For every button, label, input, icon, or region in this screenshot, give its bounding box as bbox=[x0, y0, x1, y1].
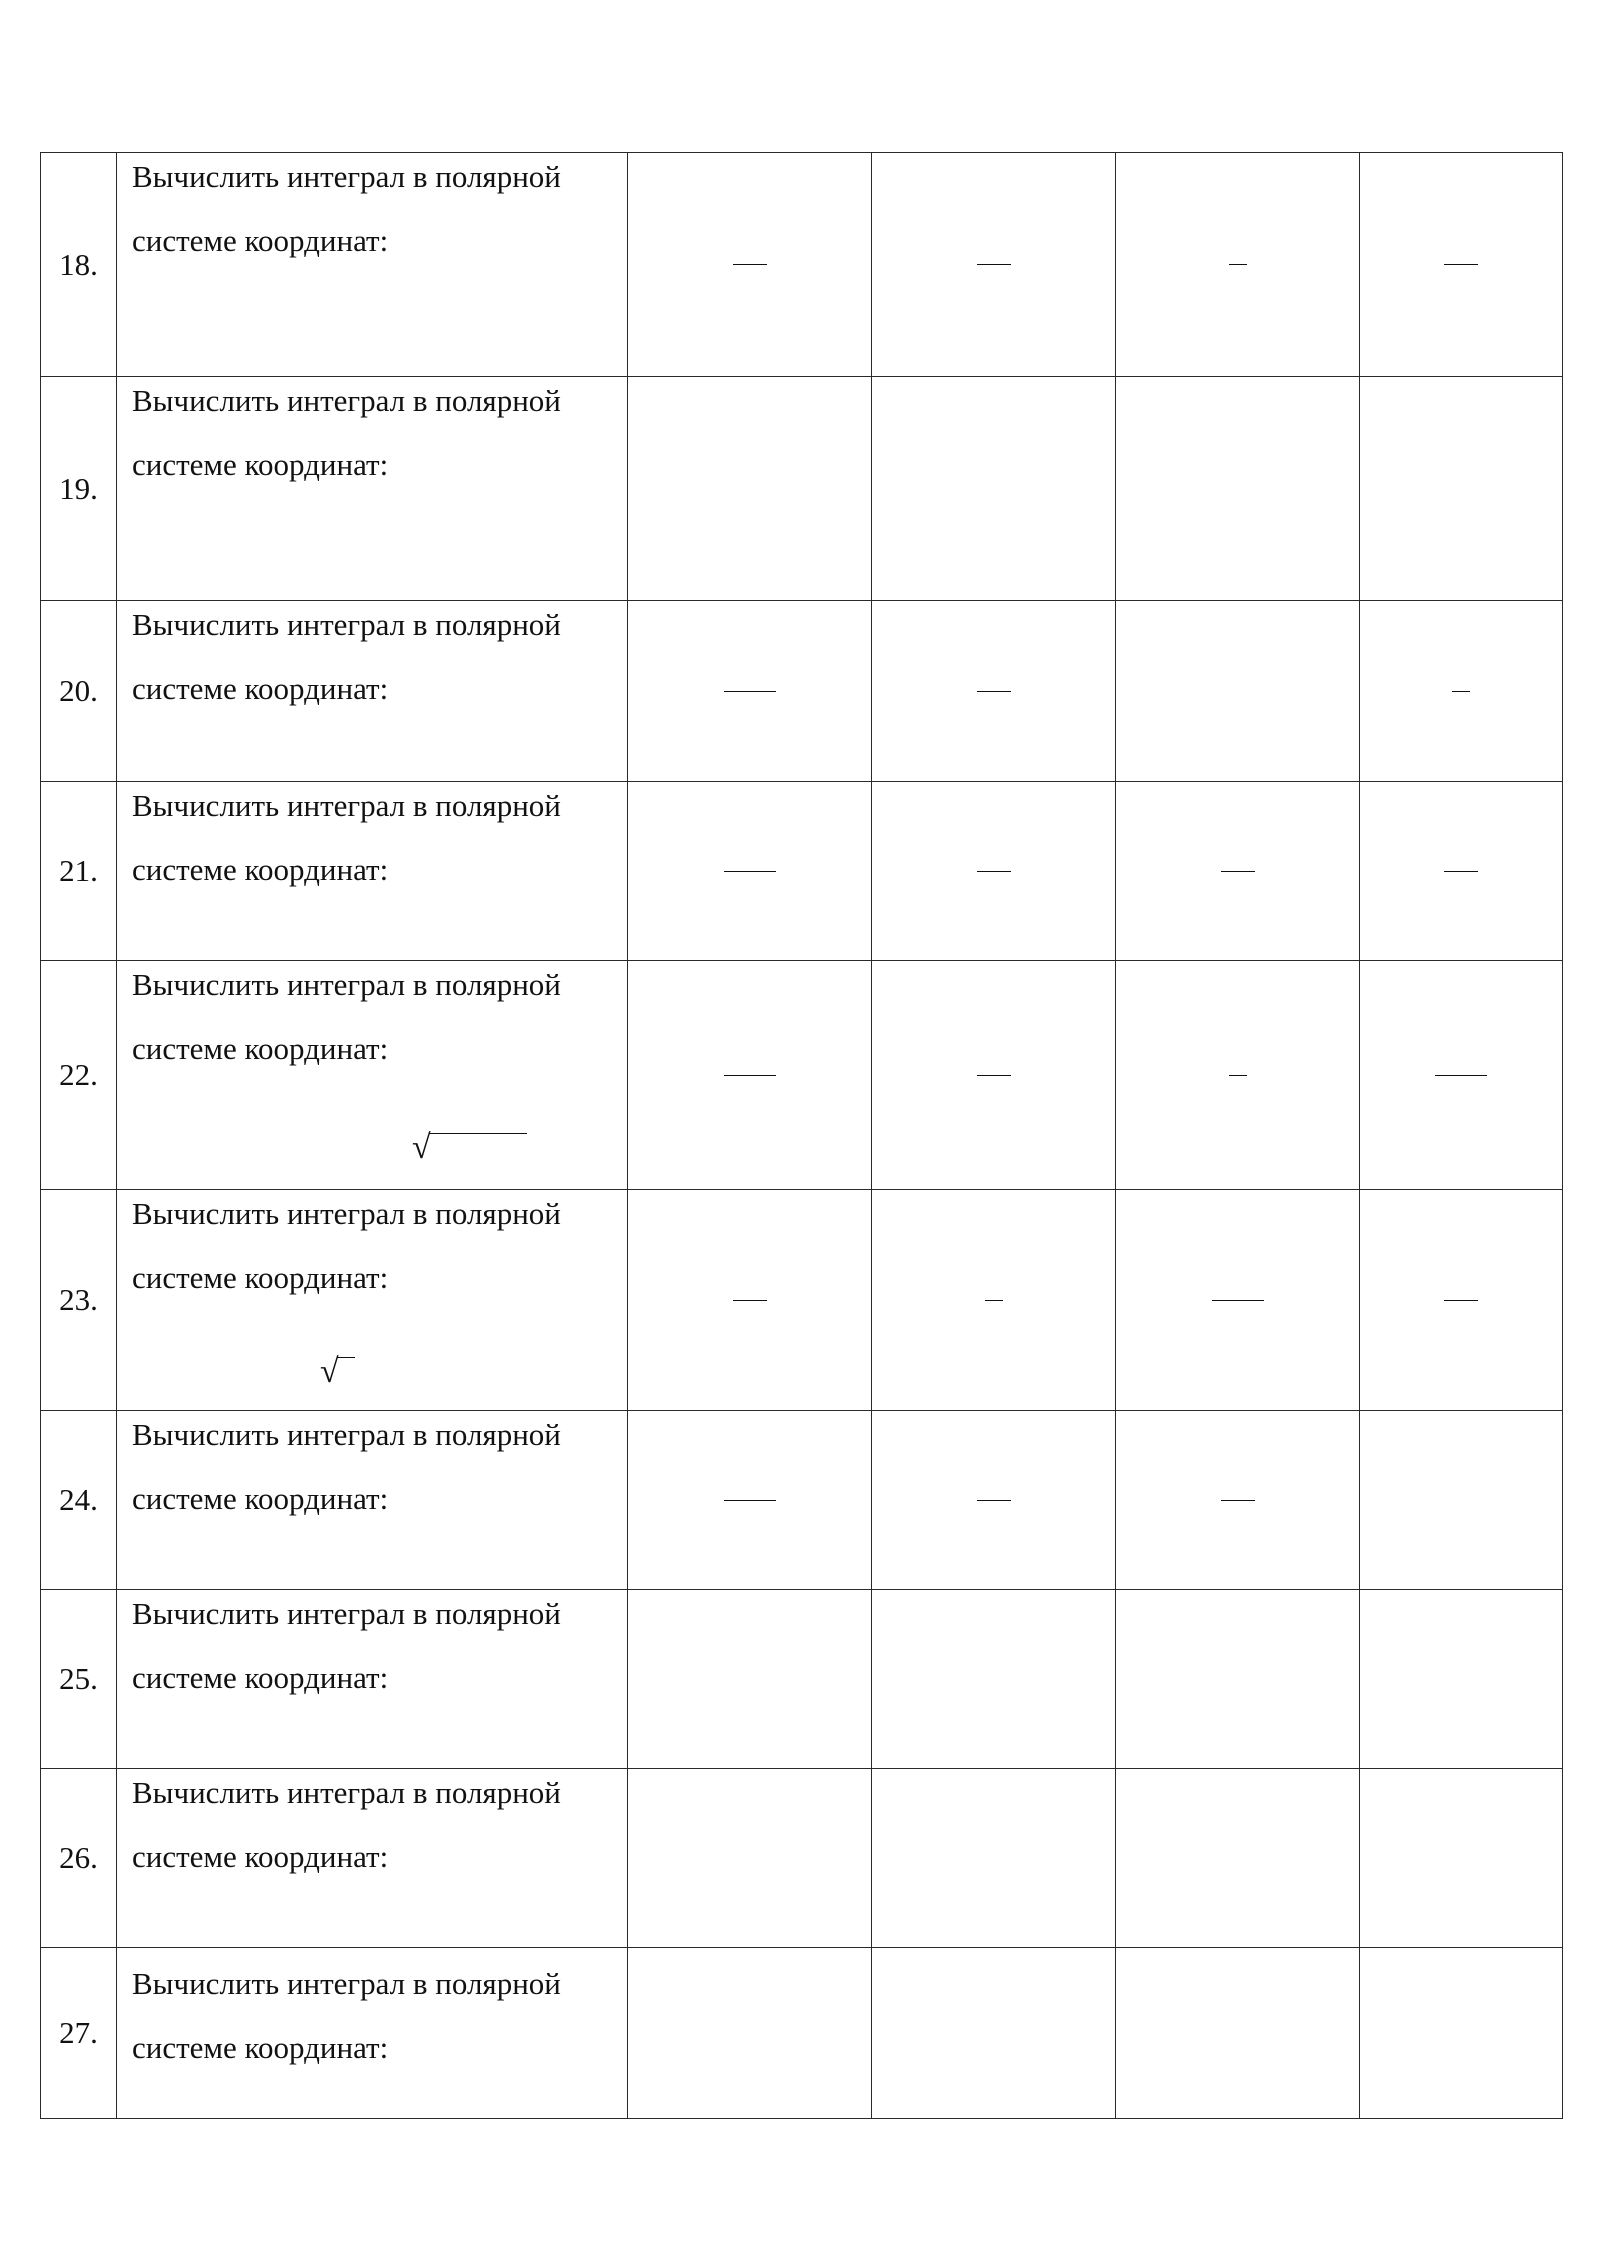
answer-cell bbox=[1360, 153, 1563, 377]
answer-cell bbox=[628, 782, 872, 961]
task-text-line-2: системе координат: bbox=[132, 1481, 389, 1516]
fraction-bar bbox=[1452, 691, 1470, 692]
square-root-icon bbox=[412, 1131, 431, 1165]
task-text bbox=[117, 1590, 627, 1768]
task-text-line-1: Вычислить интеграл в полярной bbox=[132, 1196, 561, 1231]
fraction-bar bbox=[985, 1300, 1003, 1301]
table-row bbox=[41, 1190, 1563, 1411]
answer-cell bbox=[628, 1769, 872, 1948]
task-text-cell bbox=[117, 1190, 628, 1411]
task-text-cell bbox=[117, 782, 628, 961]
task-text-line-1: Вычислить интеграл в полярной bbox=[132, 1596, 561, 1631]
task-text bbox=[117, 1190, 627, 1410]
answer-cell bbox=[1360, 377, 1563, 601]
answer-cell bbox=[872, 153, 1116, 377]
task-number: 26. bbox=[41, 1769, 117, 1948]
task-text-line-1: Вычислить интеграл в полярной bbox=[132, 607, 561, 642]
table-row bbox=[41, 153, 1563, 377]
answer-cell bbox=[872, 782, 1116, 961]
task-number: 18. bbox=[41, 153, 117, 377]
answer-cell bbox=[1360, 1190, 1563, 1411]
fraction-bar bbox=[1444, 871, 1478, 872]
task-text-line-2: системе координат: bbox=[132, 671, 389, 706]
answer-cell bbox=[872, 961, 1116, 1190]
square-root-glyph: √ bbox=[412, 1129, 431, 1166]
task-text-cell bbox=[117, 153, 628, 377]
fraction-bar bbox=[733, 264, 767, 265]
task-text-line-1: Вычислить интеграл в полярной bbox=[132, 1775, 561, 1810]
table-row bbox=[41, 1590, 1563, 1769]
table-row bbox=[41, 1411, 1563, 1590]
answer-cell bbox=[628, 153, 872, 377]
fraction-bar bbox=[1444, 264, 1478, 265]
fraction-bar bbox=[1221, 871, 1255, 872]
task-text bbox=[117, 1948, 627, 2118]
task-text-line-1: Вычислить интеграл в полярной bbox=[132, 383, 561, 418]
table-row bbox=[41, 1769, 1563, 1948]
answer-cell bbox=[1116, 961, 1360, 1190]
task-text-cell bbox=[117, 601, 628, 782]
answer-cell bbox=[1360, 1590, 1563, 1769]
answer-cell bbox=[872, 601, 1116, 782]
task-number: 19. bbox=[41, 377, 117, 601]
answer-cell bbox=[1116, 1411, 1360, 1590]
fraction-bar bbox=[977, 1075, 1011, 1076]
task-text bbox=[117, 782, 627, 960]
fraction-bar bbox=[1221, 1500, 1255, 1501]
task-text-line-2: системе координат: bbox=[132, 1031, 389, 1066]
answer-cell bbox=[872, 1948, 1116, 2119]
answer-cell bbox=[628, 601, 872, 782]
answer-cell bbox=[1360, 961, 1563, 1190]
answer-cell bbox=[628, 377, 872, 601]
task-text-cell bbox=[117, 1769, 628, 1948]
answer-cell bbox=[1360, 1411, 1563, 1590]
task-text-line-2: системе координат: bbox=[132, 1839, 389, 1874]
answer-cell bbox=[628, 1190, 872, 1411]
table-row bbox=[41, 1948, 1563, 2119]
fraction-bar bbox=[1435, 1075, 1487, 1076]
table-row bbox=[41, 377, 1563, 601]
square-root-icon bbox=[320, 1355, 339, 1389]
tasks-table bbox=[40, 152, 1563, 2119]
answer-cell bbox=[1116, 601, 1360, 782]
task-text bbox=[117, 1769, 627, 1947]
task-text-line-2: системе координат: bbox=[132, 2030, 389, 2065]
answer-cell bbox=[1360, 1769, 1563, 1948]
task-text bbox=[117, 601, 627, 781]
answer-cell bbox=[628, 1948, 872, 2119]
answer-cell bbox=[1360, 782, 1563, 961]
task-text bbox=[117, 153, 627, 376]
task-text-line-1: Вычислить интеграл в полярной bbox=[132, 788, 561, 823]
answer-cell bbox=[872, 1590, 1116, 1769]
task-text bbox=[117, 1411, 627, 1589]
task-number: 22. bbox=[41, 961, 117, 1190]
answer-cell bbox=[1116, 1590, 1360, 1769]
task-text-cell bbox=[117, 1411, 628, 1590]
fraction-bar bbox=[1229, 264, 1247, 265]
fraction-bar bbox=[724, 1075, 776, 1076]
task-text-line-1: Вычислить интеграл в полярной bbox=[132, 159, 561, 194]
fraction-bar bbox=[733, 1300, 767, 1301]
answer-cell bbox=[628, 1411, 872, 1590]
fraction-bar bbox=[977, 1500, 1011, 1501]
answer-cell bbox=[1116, 782, 1360, 961]
task-text-line-1: Вычислить интеграл в полярной bbox=[132, 1966, 561, 2001]
task-text-line-2: системе координат: bbox=[132, 1660, 389, 1695]
fraction-bar bbox=[977, 871, 1011, 872]
square-root-vinculum bbox=[337, 1357, 355, 1358]
task-text-cell bbox=[117, 377, 628, 601]
table-row bbox=[41, 961, 1563, 1190]
answer-cell bbox=[872, 377, 1116, 601]
answer-cell bbox=[1116, 377, 1360, 601]
square-root-vinculum bbox=[429, 1133, 527, 1134]
task-text-cell bbox=[117, 961, 628, 1190]
task-text-line-2: системе координат: bbox=[132, 852, 389, 887]
square-root-glyph: √ bbox=[320, 1353, 339, 1390]
task-text-cell bbox=[117, 1948, 628, 2119]
fraction-bar bbox=[724, 871, 776, 872]
answer-cell bbox=[1116, 1769, 1360, 1948]
fraction-bar bbox=[1229, 1075, 1247, 1076]
table-row bbox=[41, 601, 1563, 782]
answer-cell bbox=[872, 1411, 1116, 1590]
answer-cell bbox=[1116, 153, 1360, 377]
task-text-line-2: системе координат: bbox=[132, 447, 389, 482]
task-number: 24. bbox=[41, 1411, 117, 1590]
answer-cell bbox=[1360, 1948, 1563, 2119]
fraction-bar bbox=[977, 264, 1011, 265]
task-number: 20. bbox=[41, 601, 117, 782]
task-number: 27. bbox=[41, 1948, 117, 2119]
fraction-bar bbox=[724, 691, 776, 692]
fraction-bar bbox=[724, 1500, 776, 1501]
task-number: 21. bbox=[41, 782, 117, 961]
task-text bbox=[117, 377, 627, 600]
task-text bbox=[117, 961, 627, 1189]
fraction-bar bbox=[977, 691, 1011, 692]
table-row bbox=[41, 782, 1563, 961]
answer-cell bbox=[872, 1769, 1116, 1948]
answer-cell bbox=[1116, 1948, 1360, 2119]
task-text-line-1: Вычислить интеграл в полярной bbox=[132, 967, 561, 1002]
task-text-line-1: Вычислить интеграл в полярной bbox=[132, 1417, 561, 1452]
answer-cell bbox=[1116, 1190, 1360, 1411]
task-number: 23. bbox=[41, 1190, 117, 1411]
answer-cell bbox=[872, 1190, 1116, 1411]
answer-cell bbox=[628, 1590, 872, 1769]
task-number: 25. bbox=[41, 1590, 117, 1769]
task-text-cell bbox=[117, 1590, 628, 1769]
answer-cell bbox=[628, 961, 872, 1190]
task-text-line-2: системе координат: bbox=[132, 223, 389, 258]
answer-cell bbox=[1360, 601, 1563, 782]
tasks-table-body bbox=[41, 153, 1563, 2119]
task-text-line-2: системе координат: bbox=[132, 1260, 389, 1295]
fraction-bar bbox=[1212, 1300, 1264, 1301]
fraction-bar bbox=[1444, 1300, 1478, 1301]
